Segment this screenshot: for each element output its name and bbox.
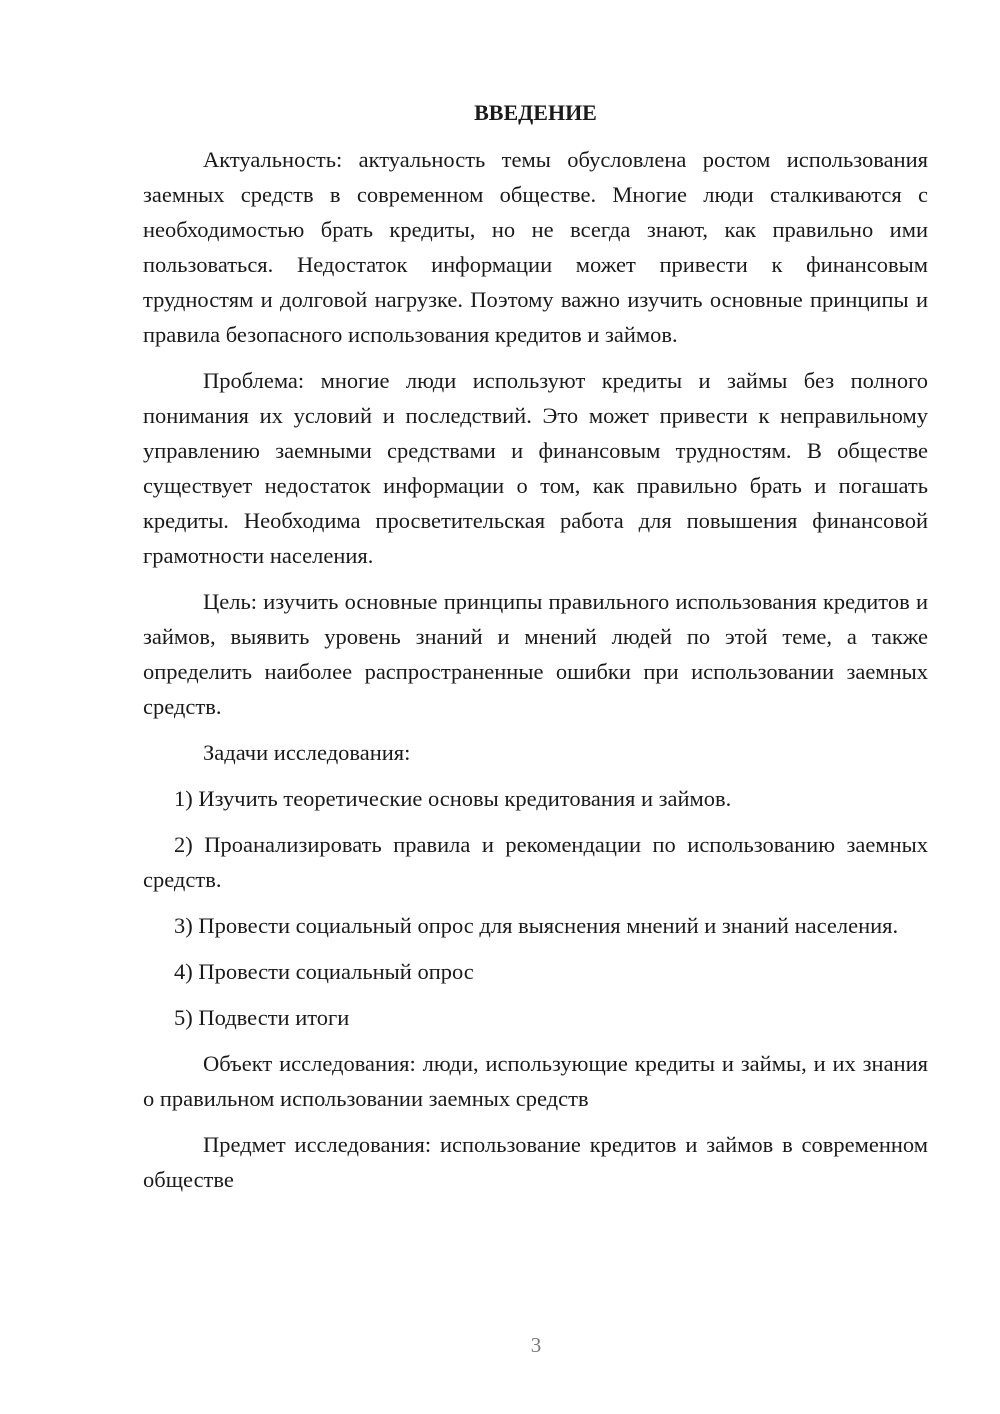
task-item-3: 3) Провести социальный опрос для выяснения мнений и знаний населения. [174, 913, 899, 938]
task-item-5: 5) Подвести итоги [174, 1005, 350, 1030]
problem-paragraph: Проблема: многие люди используют кредиты и займы без полного понимания их условий и последствий. Это может привести к неправильному управлению заемными средствами и финансовым трудностям. В обществе существует недостаток информации о том, как правильно брать и погашать кредиты. Необходима просветительская работа для повышения финансовой грамотности населения. [143, 368, 928, 568]
task-item-1: 1) Изучить теоретические основы кредитования и займов. [174, 786, 732, 811]
goal-paragraph: Цель: изучить основные принципы правильного использования кредитов и займов, выявить уровень знаний и мнений людей по этой теме, а также определить наиболее распространенные ошибки при использовании заемных средств. [143, 589, 928, 719]
tasks-heading: Задачи исследования: [203, 740, 411, 765]
page-number: 3 [530, 1333, 542, 1357]
page-content [143, 95, 928, 1197]
research-object-paragraph: Объект исследования: люди, использующие кредиты и займы, и их знания о правильном использовании заемных средств [143, 1051, 928, 1111]
research-subject-paragraph: Предмет исследования: использование кредитов и займов в современном обществе [143, 1132, 928, 1192]
task-item-4: 4) Провести социальный опрос [174, 959, 474, 984]
task-item-2: 2) Проанализировать правила и рекомендации по использованию заемных средств. [143, 832, 928, 892]
relevance-paragraph: Актуальность: актуальность темы обусловлена ростом использования заемных средств в современном обществе. Многие люди сталкиваются с необходимостью брать кредиты, но не всегда знают, как правильно ими пользоваться. Недостаток информации может привести к финансовым трудностям и долговой нагрузке. Поэтому важно изучить основные принципы и правила безопасного использования кредитов и займов. [143, 147, 928, 347]
page-title: ВВЕДЕНИЕ [474, 100, 597, 125]
